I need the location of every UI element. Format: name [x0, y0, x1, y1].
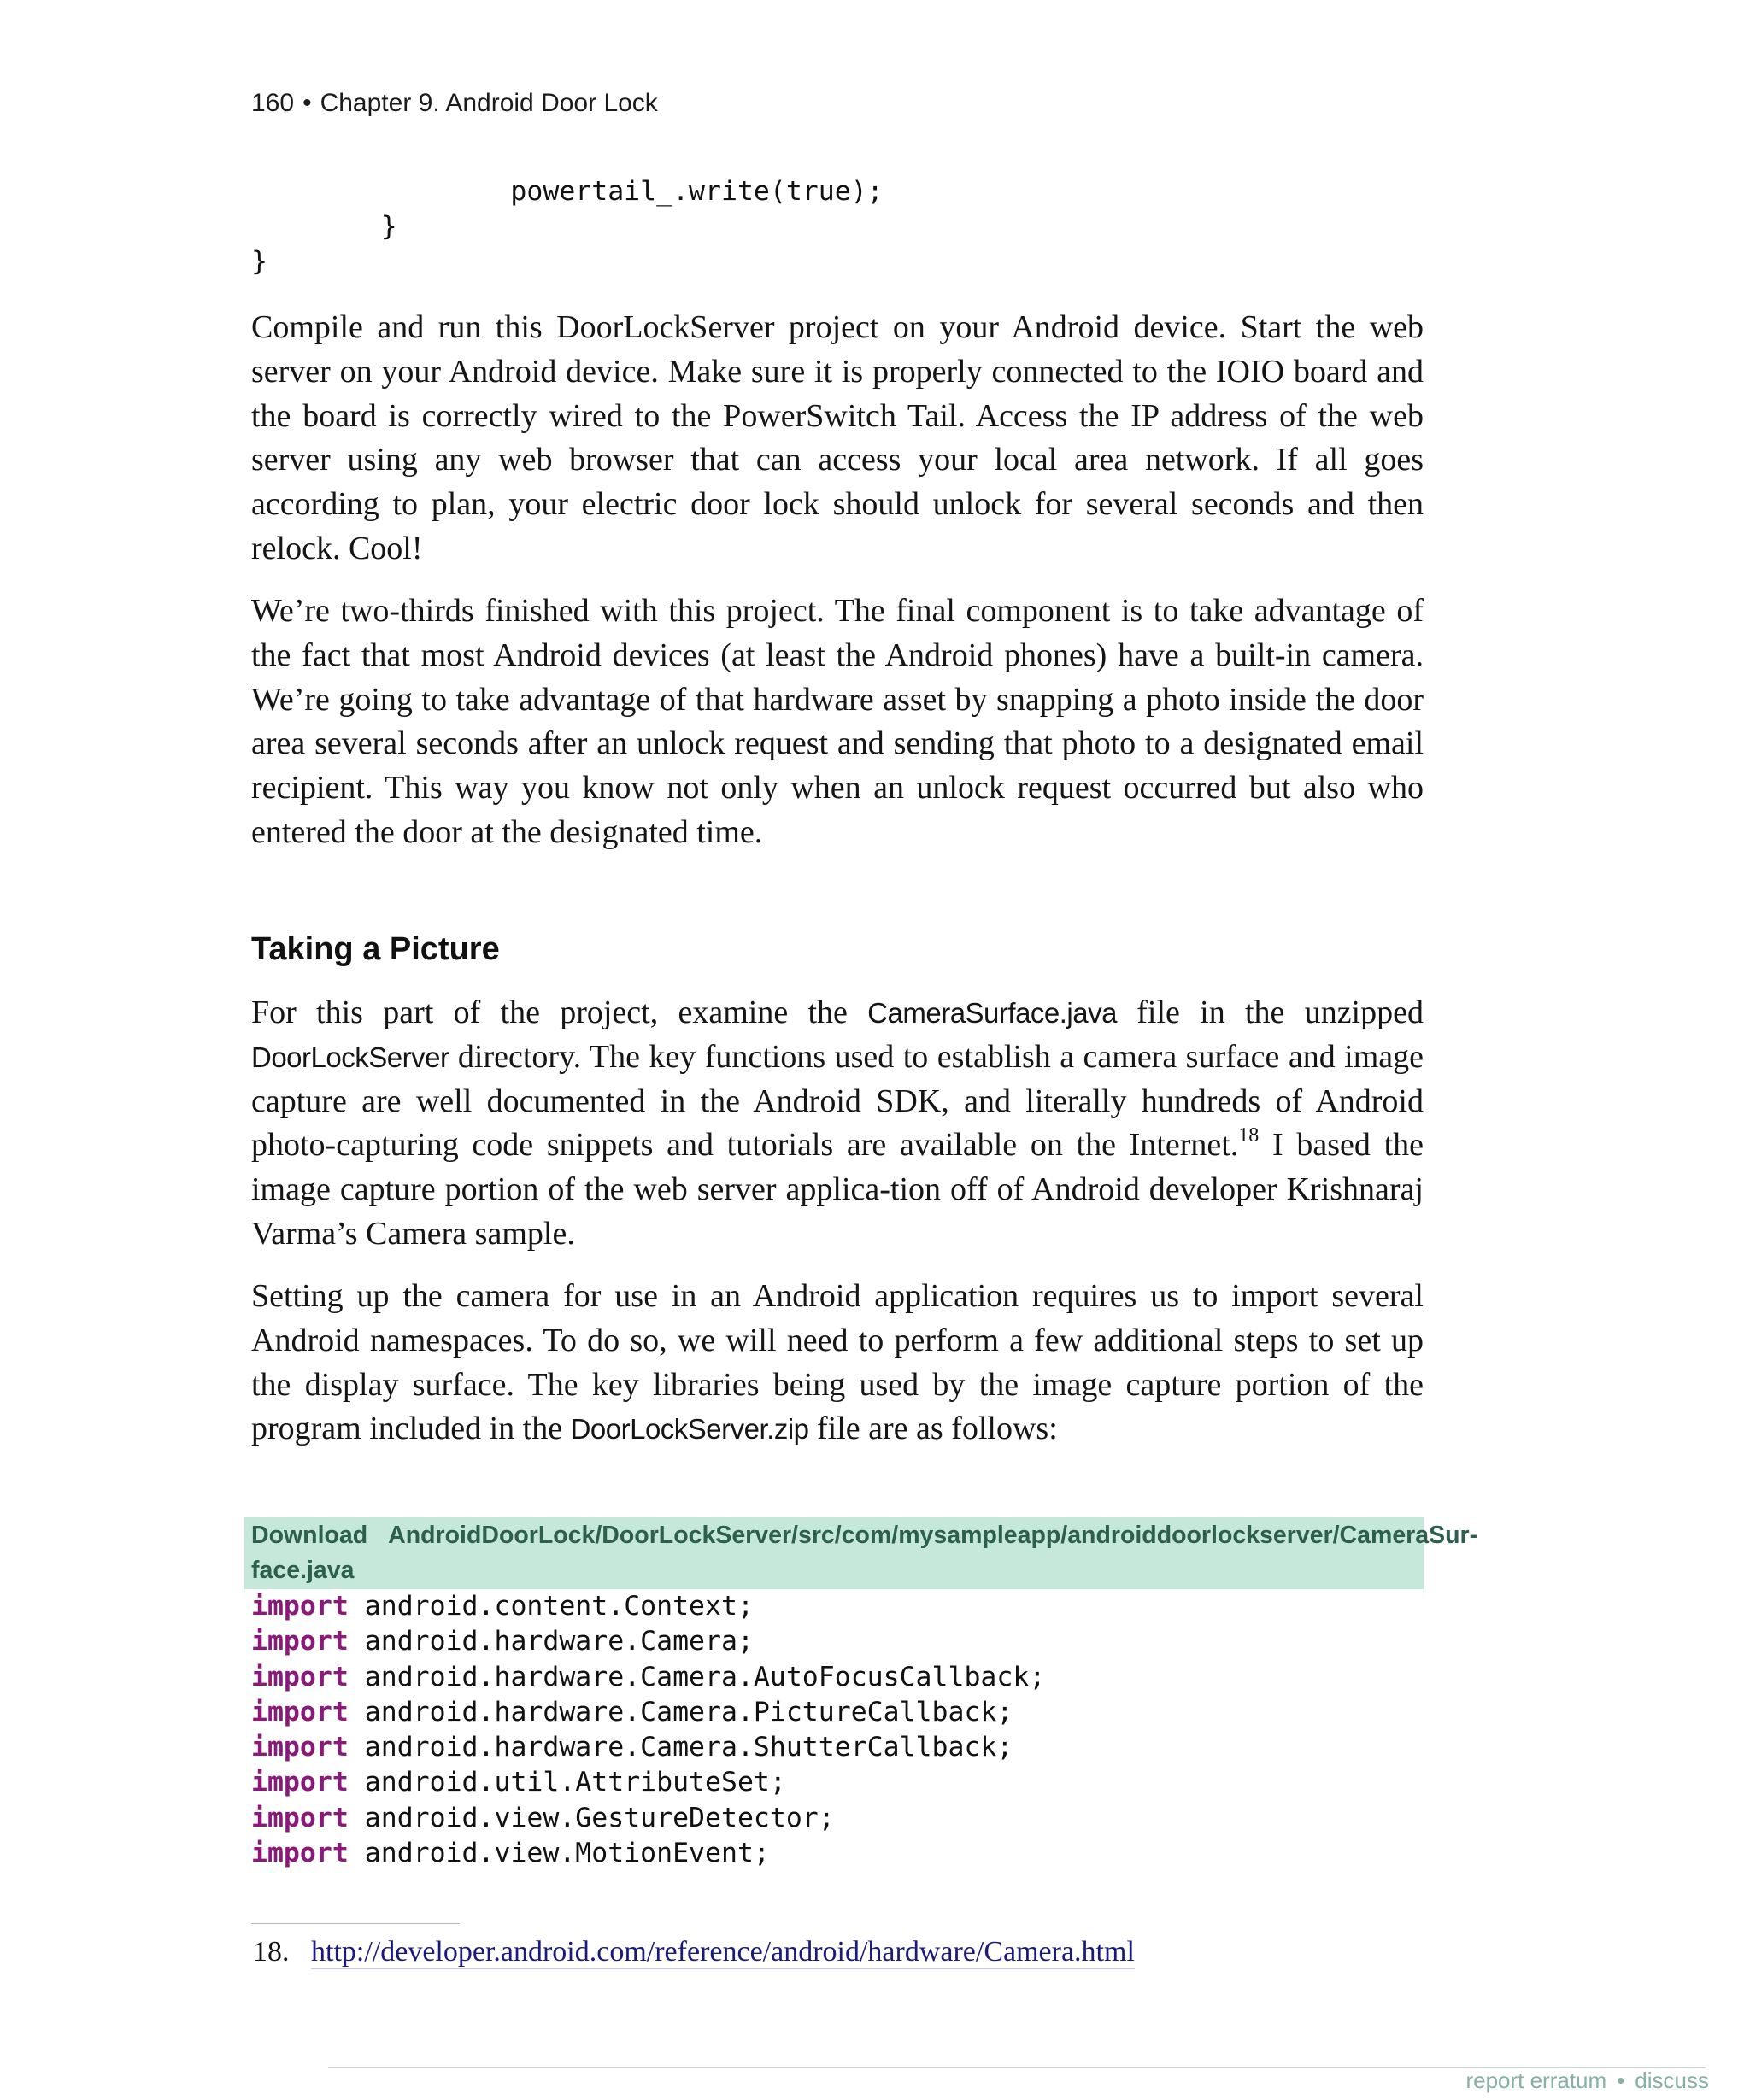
- code-line: }: [251, 246, 267, 277]
- import-path: android.hardware.Camera.PictureCallback;: [364, 1696, 1013, 1728]
- discuss-link[interactable]: discuss: [1635, 2068, 1709, 2093]
- import-path: android.view.MotionEvent;: [364, 1838, 770, 1869]
- import-path: android.content.Context;: [364, 1591, 754, 1622]
- import-path: android.hardware.Camera.ShutterCallback;: [364, 1732, 1013, 1763]
- import-keyword: import: [251, 1767, 349, 1798]
- import-path: android.util.AttributeSet;: [364, 1767, 786, 1798]
- import-path: android.hardware.Camera.AutoFocusCallback;: [364, 1661, 1046, 1692]
- paragraph-camera-surface: [251, 991, 1424, 1257]
- import-keyword: import: [251, 1591, 349, 1622]
- text-run: directory. The key functions used to establish a camera surface and image capture are well documented in the Android SDK, and literally hundreds of Android photo-capturing code snippets and tutorials are available on the Internet.: [251, 1038, 1424, 1164]
- footnote-number: 18.: [253, 1936, 290, 1968]
- code-snippet-top: [251, 174, 884, 279]
- download-path[interactable]: AndroidDoorLock/DoorLockServer/src/com/mysampleapp/androiddoorlockserver/CameraSur-: [388, 1522, 1478, 1549]
- chapter-title: Chapter 9. Android Door Lock: [320, 89, 658, 117]
- running-head: [251, 89, 658, 118]
- code-line: }: [251, 211, 397, 242]
- running-head-bullet: •: [302, 89, 312, 117]
- import-keyword: import: [251, 1732, 349, 1763]
- import-path: android.view.GestureDetector;: [364, 1802, 835, 1833]
- footnote: [253, 1933, 1135, 1972]
- inline-directory: DoorLockServer: [251, 1041, 449, 1073]
- text-run: file are as follows:: [808, 1411, 1058, 1447]
- download-label[interactable]: Download: [251, 1522, 368, 1549]
- inline-filename: CameraSurface.java: [867, 997, 1117, 1029]
- paragraph-two-thirds-finished: We’re two-thirds finished with this project. The final component is to take advantage of the fact that most Android devices (at least the Android phones) have a built-in camera. We’re going to take advantage of that hardware asset by snapping a photo inside the door area several seconds after an unlock request and sending that photo to a designated email recipient. This way you know not only when an unlock request occurred but also who entered the door at the designated time.: [251, 593, 1424, 850]
- import-keyword: import: [251, 1802, 349, 1833]
- import-keyword: import: [251, 1696, 349, 1728]
- footer-separator: •: [1617, 2068, 1625, 2093]
- text-run: For this part of the project, examine the: [251, 994, 868, 1030]
- download-path-continued[interactable]: face.java: [251, 1557, 355, 1584]
- report-erratum-link[interactable]: report erratum: [1465, 2068, 1607, 2093]
- import-keyword: import: [251, 1661, 349, 1692]
- text-run: I based the image capture portion of the web server applica-tion off of Android developer Krishnaraj Varma’s Camera sample.: [251, 1127, 1424, 1252]
- footnote-divider: [251, 1923, 460, 1924]
- text-run: Setting up the camera for use in an Android application requires us to import several Android namespaces. To do so, we will need to perform a few additional steps to set up the display surface. The key libraries being used by the image capture portion of the program included in the: [251, 1278, 1424, 1447]
- download-bar[interactable]: [244, 1517, 1478, 1589]
- text-run: file in the unzipped: [1116, 994, 1424, 1030]
- footer-links: [1465, 2068, 1709, 2094]
- section-heading: Taking a Picture: [251, 931, 500, 967]
- import-keyword: import: [251, 1626, 349, 1657]
- paragraph-setting-up-camera: [251, 1275, 1424, 1452]
- import-keyword: import: [251, 1838, 349, 1869]
- page-number: 160: [251, 89, 295, 117]
- footnote-link[interactable]: http://developer.android.com/reference/android/hardware/Camera.html: [311, 1936, 1135, 1968]
- import-code-block: [251, 1589, 1045, 1871]
- inline-filename: DoorLockServer.zip: [570, 1413, 809, 1446]
- paragraph-compile-and-run: Compile and run this DoorLockServer project on your Android device. Start the web server on your Android device. Make sure it is properly connected to the IOIO board and the board is correctly wired to the PowerSwitch Tail. Access the IP address of the web server using any web browser that can access your local area network. If all goes according to plan, your electric door lock should unlock for several seconds and then relock. Cool!: [251, 309, 1424, 566]
- code-line: powertail_.write(true);: [251, 176, 884, 207]
- footnote-reference[interactable]: 18: [1238, 1124, 1260, 1147]
- import-path: android.hardware.Camera;: [364, 1626, 754, 1657]
